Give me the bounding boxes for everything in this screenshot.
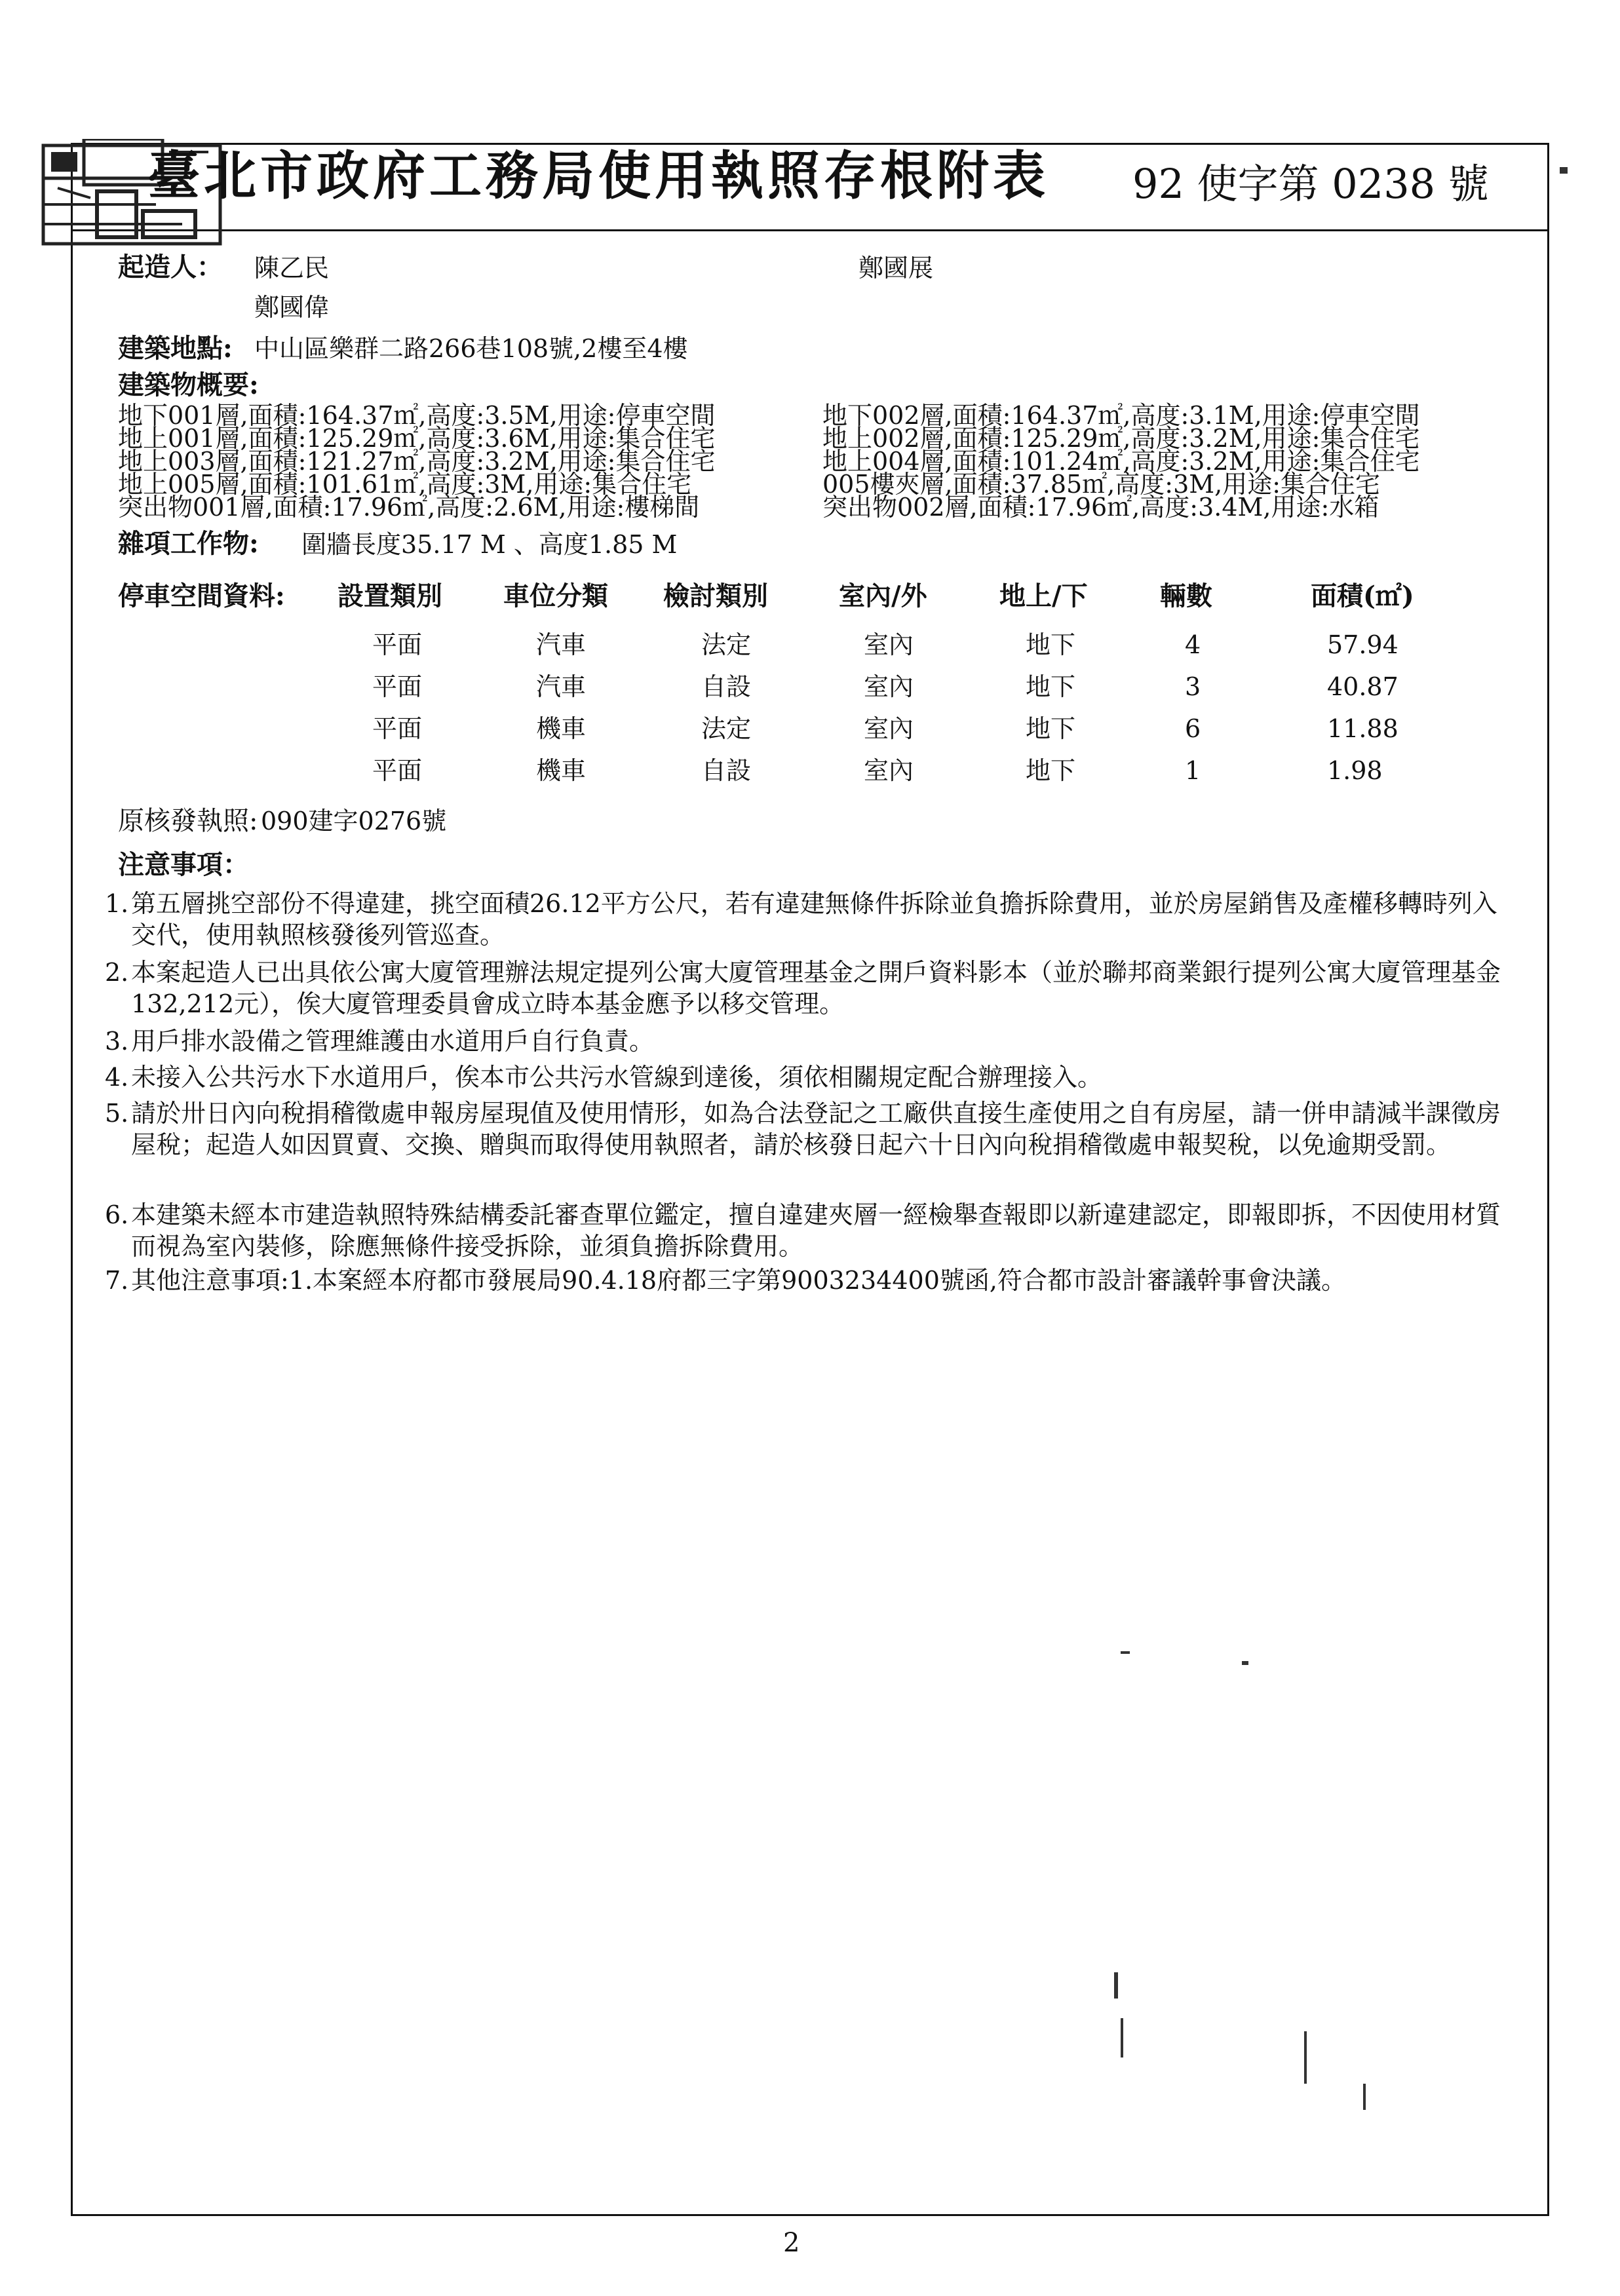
misc-works-label: 雜項工作物:	[118, 528, 259, 559]
parking-cell: 地下	[1026, 714, 1076, 743]
scan-speck	[1363, 2084, 1366, 2110]
note-item	[105, 888, 1514, 951]
misc-works-value: 圍牆長度35.17 M 、高度1.85 M	[301, 530, 678, 559]
note-text: 其他注意事項:1.本案經本府都市發展局90.4.18府都三字第9003234400號函,符合都市設計審議幹事會決議。	[131, 1266, 1346, 1295]
permit-number: 92 使字第 0238 號	[1132, 160, 1489, 208]
note-text: 本建築未經本市建造執照特殊結構委託審查單位鑑定，擅自違建夾層一經檢舉查報即以新違建認定，即報即拆，不因使用材質而視為室內裝修，除應無條件接受拆除，並須負擔拆除費用。	[131, 1200, 1501, 1261]
parking-cell: 法定	[701, 630, 752, 659]
parking-cell: 平面	[372, 756, 423, 785]
parking-cell: 3	[1185, 672, 1201, 701]
overview-line: 地上002層,面積:125.29㎡,高度:3.2M,用途:集合住宅	[822, 424, 1420, 453]
scan-speck	[1121, 2018, 1123, 2057]
address-label: 建築地點:	[118, 333, 233, 364]
parking-cell: 自設	[701, 672, 752, 701]
parking-cell: 地下	[1026, 630, 1076, 659]
parking-header: 檢討類別	[663, 581, 768, 611]
parking-cell: 平面	[372, 630, 423, 659]
note-item	[105, 1199, 1514, 1262]
parking-cell: 地下	[1026, 756, 1076, 785]
note-item	[105, 1265, 1514, 1296]
note-item	[105, 1098, 1514, 1160]
address-value: 中山區樂群二路266巷108號,2樓至4樓	[254, 334, 688, 363]
scan-speck	[1560, 167, 1568, 174]
note-item	[105, 1025, 1514, 1057]
parking-cell: 平面	[372, 672, 423, 701]
note-number: 4.	[105, 1063, 129, 1092]
note-text: 本案起造人已出具依公寓大廈管理辦法規定提列公寓大廈管理基金之開戶資料影本（並於聯邦商業銀行提列公寓大廈管理基金132,212元），俟大廈管理委員會成立時本基金應予以移交管理。	[131, 958, 1501, 1018]
parking-cell: 地下	[1026, 672, 1076, 701]
parking-cell: 11.88	[1327, 714, 1398, 743]
overview-line: 地上004層,面積:101.24㎡,高度:3.2M,用途:集合住宅	[822, 447, 1420, 476]
overview-line: 005樓夾層,面積:37.85㎡,高度:3M,用途:集合住宅	[822, 470, 1381, 499]
parking-cell: 6	[1185, 714, 1201, 743]
scan-speck	[1114, 1972, 1118, 1999]
original-permit-label: 原核發執照:	[118, 806, 258, 836]
parking-cell: 1	[1185, 756, 1201, 785]
overview-line: 地下002層,面積:164.37㎡,高度:3.1M,用途:停車空間	[822, 401, 1420, 430]
notes-label: 注意事項：	[118, 849, 249, 880]
parking-cell: 室內	[864, 714, 914, 743]
document-title: 臺北市政府工務局使用執照存根附表	[147, 145, 1049, 206]
scan-speck	[1304, 2031, 1307, 2084]
parking-cell: 法定	[701, 714, 752, 743]
note-text: 未接入公共污水下水道用戶，俟本市公共污水管線到達後，須依相關規定配合辦理接入。	[131, 1063, 1103, 1092]
note-text: 第五層挑空部份不得違建，挑空面積26.12平方公尺，若有違建無條件拆除並負擔拆除費用，並於房屋銷售及產權移轉時列入交代，使用執照核發後列管巡查。	[131, 889, 1497, 949]
applicants-label: 起造人：	[118, 252, 223, 282]
overview-line: 地上001層,面積:125.29㎡,高度:3.6M,用途:集合住宅	[118, 424, 716, 453]
parking-cell: 室內	[864, 630, 914, 659]
parking-header: 面積(㎡)	[1311, 581, 1414, 611]
note-number: 1.	[105, 889, 129, 918]
note-number: 7.	[105, 1266, 129, 1295]
note-number: 5.	[105, 1099, 129, 1128]
overview-label: 建築物概要:	[118, 370, 259, 400]
overview-line: 地上003層,面積:121.27㎡,高度:3.2M,用途:集合住宅	[118, 447, 716, 476]
overview-line: 突出物001層,面積:17.96㎡,高度:2.6M,用途:樓梯間	[118, 493, 700, 522]
parking-cell: 機車	[536, 756, 587, 785]
applicant-name: 陳乙民	[254, 254, 330, 282]
note-number: 6.	[105, 1200, 129, 1229]
parking-header: 車位分類	[503, 581, 608, 611]
parking-header: 室內/外	[839, 581, 927, 611]
title-divider	[71, 229, 1547, 231]
note-number: 3.	[105, 1027, 129, 1056]
overview-line: 地上005層,面積:101.61㎡,高度:3M,用途:集合住宅	[118, 470, 692, 499]
parking-cell: 57.94	[1327, 630, 1398, 659]
parking-cell: 平面	[372, 714, 423, 743]
parking-cell: 40.87	[1327, 672, 1398, 701]
parking-cell: 室內	[864, 672, 914, 701]
scan-speck	[1121, 1651, 1130, 1654]
overview-line: 地下001層,面積:164.37㎡,高度:3.5M,用途:停車空間	[118, 401, 716, 430]
applicant-name: 鄭國展	[858, 254, 934, 282]
note-item	[105, 1062, 1514, 1093]
page-number: 2	[783, 2228, 800, 2258]
parking-cell: 汽車	[536, 672, 587, 701]
note-item	[105, 957, 1514, 1020]
applicant-name: 鄭國偉	[254, 293, 330, 322]
parking-cell: 4	[1185, 630, 1201, 659]
parking-cell: 自設	[701, 756, 752, 785]
parking-cell: 室內	[864, 756, 914, 785]
original-permit-value: 090建字0276號	[261, 807, 447, 835]
overview-line: 突出物002層,面積:17.96㎡,高度:3.4M,用途:水箱	[822, 493, 1379, 522]
parking-cell: 汽車	[536, 630, 587, 659]
note-text: 請於卅日內向稅捐稽徵處申報房屋現值及使用情形，如為合法登記之工廠供直接生產使用之自有房屋，請一併申請減半課徵房屋稅；起造人如因買賣、交換、贈與而取得使用執照者，請於核發日起六十日內向稅捐稽徵處申報契稅，以免逾期受罰。	[131, 1099, 1501, 1159]
note-text: 用戶排水設備之管理維護由水道用戶自行負責。	[131, 1027, 655, 1056]
parking-header: 輛數	[1160, 581, 1212, 611]
parking-cell: 機車	[536, 714, 587, 743]
parking-cell: 1.98	[1327, 756, 1383, 785]
parking-header: 設置類別	[338, 581, 442, 611]
note-number: 2.	[105, 958, 129, 987]
parking-header: 地上/下	[999, 581, 1088, 611]
parking-label: 停車空間資料:	[118, 581, 285, 611]
scan-speck	[1242, 1661, 1248, 1665]
